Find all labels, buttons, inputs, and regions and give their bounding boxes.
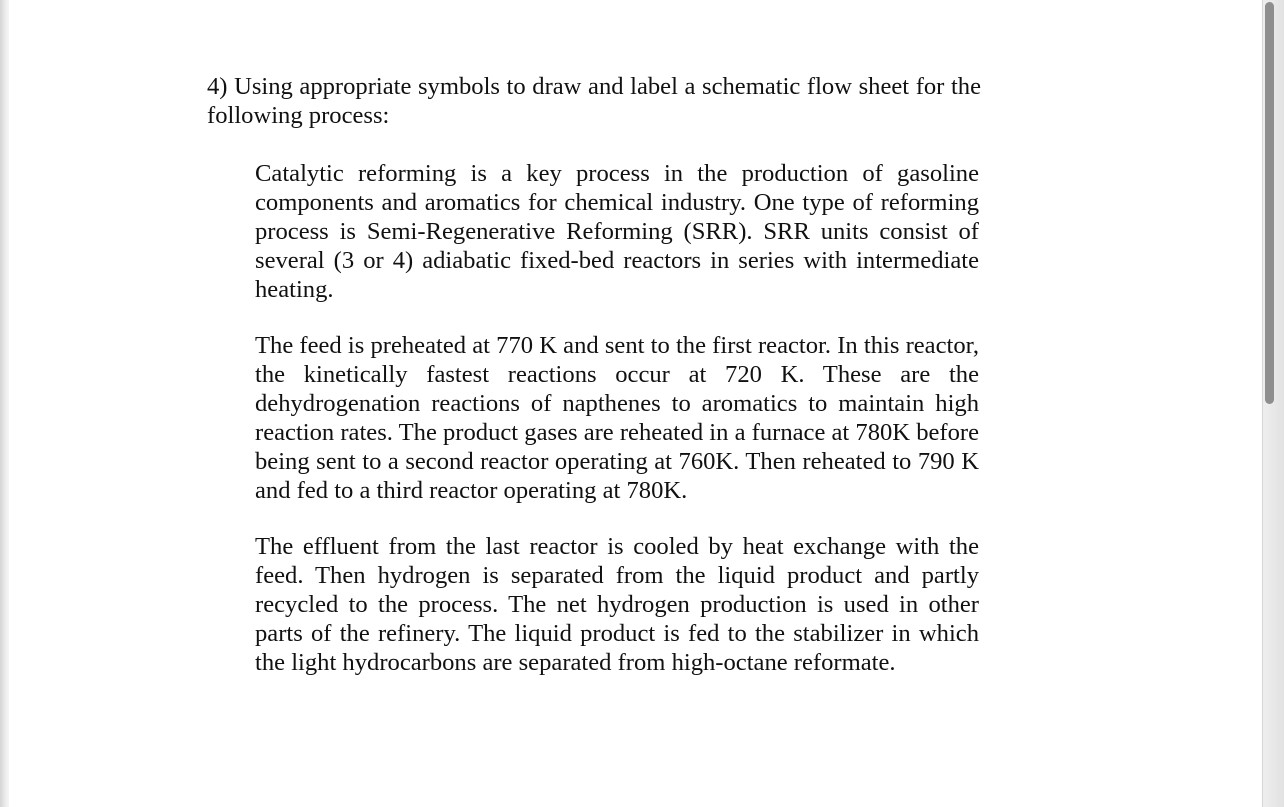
scrollbar-thumb[interactable] xyxy=(1265,2,1274,404)
document-page xyxy=(9,0,1262,807)
paragraph-reactor-sequence: The feed is preheated at 770 K and sent to the first reactor. In this reactor, the kinetically fastest reactions occur at 720 K. These are the dehydrogenation reactions of napthenes to aromatics to maintain high reaction rates. The product gases are reheated in a furnace at 780K before being sent to a second reactor operating at 760K. Then reheated to 790 K and fed to a third reactor operating at 780K. xyxy=(255,332,980,504)
left-page-shadow xyxy=(0,0,9,807)
paragraph-effluent-separation: The effluent from the last reactor is cooled by heat exchange with the feed. Then hydrogen is separated from the liquid product and partly recycled to the process. The net hydrogen production is used in other parts of the refinery. The liquid product is fed to the stabilizer in which the light hydrocarbons are separated from high-octane reformate. xyxy=(255,533,979,676)
question-heading: 4) Using appropriate symbols to draw and label a schematic flow sheet for the following process: xyxy=(207,73,981,129)
paragraph-catalytic-reforming: Catalytic reforming is a key process in the production of gasoline components and aromatics for chemical industry. One type of reforming process is Semi-Regenerative Reforming (SRR). SRR units consist of several (3 or 4) adiabatic fixed-bed reactors in series with intermediate heating. xyxy=(255,160,979,303)
